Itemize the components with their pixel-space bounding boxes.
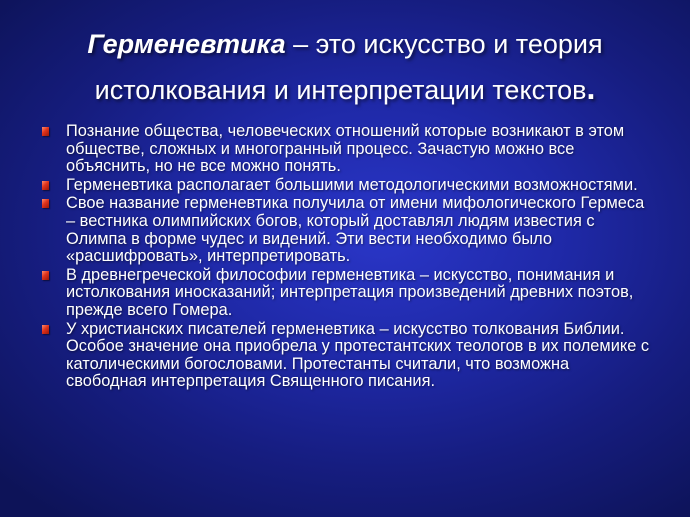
- bullet-item: [42, 177, 652, 195]
- bullet-item: [42, 195, 652, 265]
- bullet-text: Познание общества, человеческих отношений которые возникают в этом обществе, сложных и многогранный процесс. Зачастую можно все объяснить, но не все можно понять.: [66, 122, 625, 176]
- bullet-item: [42, 267, 652, 320]
- red-square-bullet-icon: [42, 325, 49, 334]
- bullet-text: Герменевтика располагает большими методологическими возможностями.: [66, 175, 638, 194]
- title-term: Герменевтика: [87, 29, 286, 59]
- bullet-list: [42, 123, 652, 392]
- red-square-bullet-icon: [42, 181, 49, 190]
- bullet-text: Свое название герменевтика получила от имени мифологического Гермеса – вестника олимпийских богов, который доставлял людям известия с Олимпа в форме чудес и видений. Эти вести необходимо было «расшифровать», интерпретировать.: [66, 194, 645, 266]
- red-square-bullet-icon: [42, 127, 49, 136]
- red-square-bullet-icon: [42, 271, 49, 280]
- title-end-dot: .: [586, 70, 596, 106]
- slide-title: [40, 22, 650, 112]
- title-line2: истолкования и интерпретации текстов: [94, 75, 587, 105]
- bullet-text: У христианских писателей герменевтика – искусство толкования Библии. Особое значение она приобрела у протестантских теологов в их полемике с католическими богословами. Протестанты считали, что возможна свободная интерпретация Священного писания.: [66, 319, 650, 391]
- bullet-item: [42, 321, 652, 391]
- bullet-item: [42, 123, 652, 176]
- red-square-bullet-icon: [42, 199, 49, 208]
- bullet-text: В древнегреческой философии герменевтика – искусство, понимания и истолкования иносказаний; интерпретация произведений древних поэтов, прежде всего Гомера.: [66, 265, 634, 319]
- title-line1-rest: – это искусство и теория: [285, 29, 603, 59]
